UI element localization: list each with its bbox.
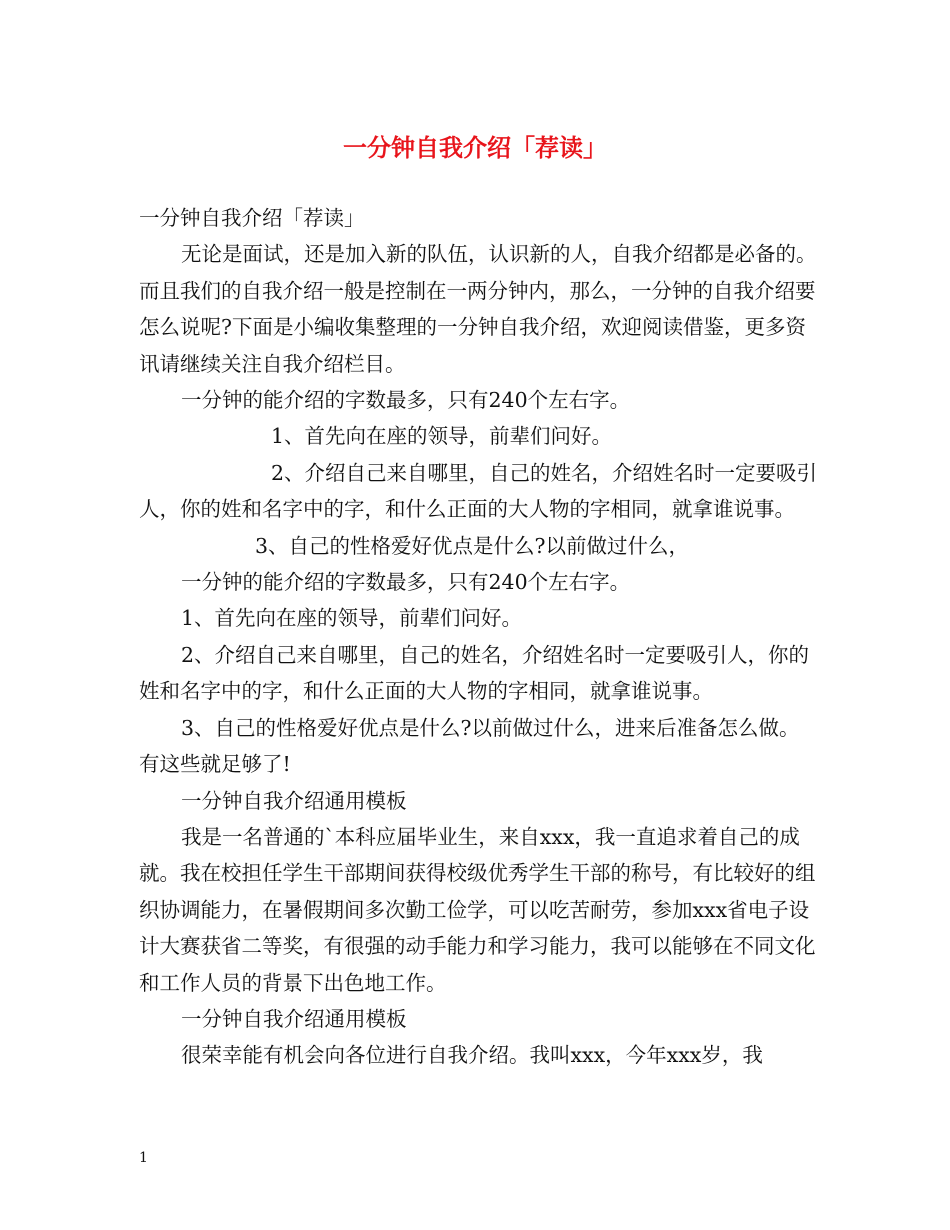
paragraph: 3、自己的性格爱好优点是什么?以前做过什么，进来后准备怎么做。有这些就足够了! xyxy=(139,715,800,777)
paragraph: 2、介绍自己来自哪里，自己的姓名，介绍姓名时一定要吸引人，你的姓和名字中的字，和什么正面的大人物的字相同，就拿谁说事。 xyxy=(139,642,810,704)
paragraph: 2、介绍自己来自哪里，自己的姓名，介绍姓名时一定要吸引人，你的姓和名字中的字，和什么正面的大人物的字相同，就拿谁说事。 xyxy=(139,460,818,522)
paragraph: 一分钟的能介绍的字数最多，只有240个左右字。 xyxy=(181,570,631,595)
page-number: 1 xyxy=(139,1150,148,1166)
paragraph: 1、首先向在座的领导，前辈们问好。 xyxy=(181,606,523,631)
document-body xyxy=(139,200,819,1074)
paragraph: 一分钟自我介绍「荐读」 xyxy=(139,206,365,230)
paragraph: 一分钟自我介绍通用模板 xyxy=(181,788,407,813)
paragraph: 我是一名普通的`本科应届毕业生，来自xxx，我一直追求着自己的成就。我在校担任学生干部期间获得校级优秀学生干部的称号，有比较好的组织协调能力，在暑假期间多次勤工俭学，可以吃苦耐劳，参加xxx省电子设计大赛获省二等奖，有很强的动手能力和学习能力，我可以能够在不同文化和工作人员的背景下出色地工作。 xyxy=(139,824,816,995)
paragraph: 一分钟自我介绍通用模板 xyxy=(181,1006,407,1031)
paragraph: 3、自己的性格爱好优点是什么?以前做过什么， xyxy=(255,533,690,558)
paragraph: 1、首先向在座的领导，前辈们问好。 xyxy=(271,424,613,449)
document-title: 一分钟自我介绍「荐读」 xyxy=(343,133,607,162)
paragraph: 无论是面试，还是加入新的队伍，认识新的人，自我介绍都是必备的。而且我们的自我介绍一般是控制在一两分钟内，那么，一分钟的自我介绍要怎么说呢?下面是小编收集整理的一分钟自我介绍，欢迎阅读借鉴，更多资讯请继续关注自我介绍栏目。 xyxy=(139,242,817,376)
paragraph: 很荣幸能有机会向各位进行自我介绍。我叫xxx，今年xxx岁，我 xyxy=(181,1043,763,1068)
paragraph: 一分钟的能介绍的字数最多，只有240个左右字。 xyxy=(181,388,631,413)
